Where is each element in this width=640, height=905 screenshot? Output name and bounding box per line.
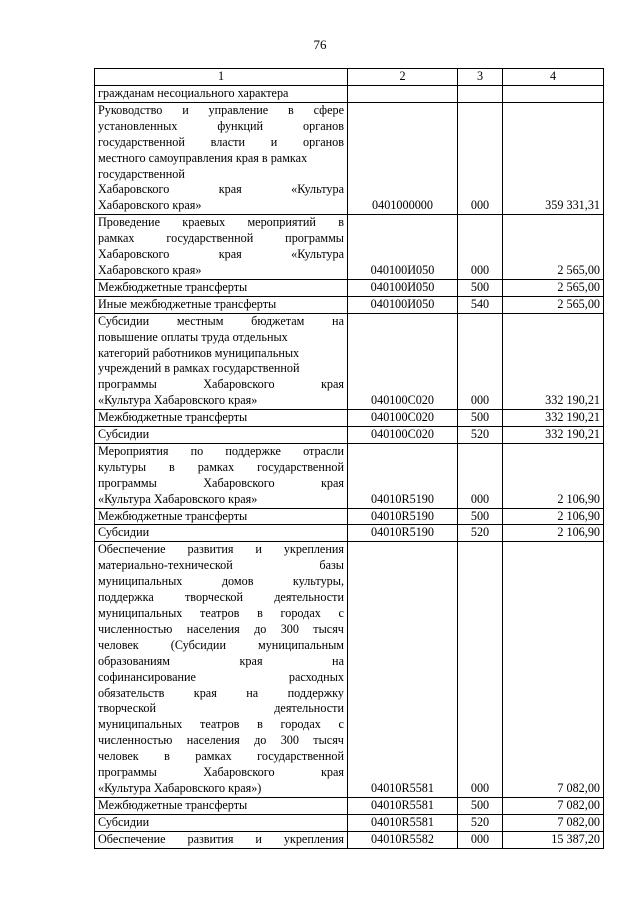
table-body bbox=[95, 86, 604, 849]
row-code: 0401000000 bbox=[348, 102, 458, 214]
row-expense-type: 500 bbox=[458, 797, 503, 814]
table-row bbox=[95, 102, 604, 214]
table-row bbox=[95, 508, 604, 525]
row-expense-type: 000 bbox=[458, 542, 503, 798]
row-name: Мероприятия по поддержке отрасли культуры в рамках государственной программы Хабаровского края «Культура Хабаровского края» bbox=[95, 443, 348, 508]
table-row bbox=[95, 410, 604, 427]
row-amount: 2 106,90 bbox=[503, 443, 604, 508]
row-code: 04010R5581 bbox=[348, 814, 458, 831]
header-col-4: 4 bbox=[503, 69, 604, 86]
row-expense-type: 000 bbox=[458, 313, 503, 409]
header-row bbox=[95, 69, 604, 86]
row-name: Межбюджетные трансферты bbox=[95, 797, 348, 814]
row-code: 040100И050 bbox=[348, 296, 458, 313]
row-amount: 2 565,00 bbox=[503, 215, 604, 280]
table-row bbox=[95, 215, 604, 280]
row-amount: 2 565,00 bbox=[503, 279, 604, 296]
table-row bbox=[95, 427, 604, 444]
row-amount: 332 190,21 bbox=[503, 410, 604, 427]
row-name: Межбюджетные трансферты bbox=[95, 279, 348, 296]
row-expense-type: 520 bbox=[458, 814, 503, 831]
row-name: гражданам несоциального характера bbox=[95, 86, 348, 103]
table-row bbox=[95, 542, 604, 798]
row-amount: 2 565,00 bbox=[503, 296, 604, 313]
table-row bbox=[95, 313, 604, 409]
row-name: Субсидии местным бюджетам на повышение оплаты труда отдельных категорий работников муниципальных учреждений в рамках государственной программы Хабаровского края «Культура Хабаровского края» bbox=[95, 313, 348, 409]
row-code bbox=[348, 86, 458, 103]
row-code: 04010R5190 bbox=[348, 525, 458, 542]
row-code: 04010R5190 bbox=[348, 508, 458, 525]
row-amount: 15 387,20 bbox=[503, 831, 604, 848]
row-amount: 7 082,00 bbox=[503, 814, 604, 831]
table-row bbox=[95, 525, 604, 542]
row-name: Руководство и управление в сфере установленных функций органов государственной власти и органов местного самоуправления края в рамках государственной Хабаровского края «Культура Хабаровского края» bbox=[95, 102, 348, 214]
row-name: Межбюджетные трансферты bbox=[95, 508, 348, 525]
row-expense-type: 000 bbox=[458, 443, 503, 508]
row-amount: 332 190,21 bbox=[503, 427, 604, 444]
header-col-1: 1 bbox=[95, 69, 348, 86]
row-code: 040100С020 bbox=[348, 410, 458, 427]
row-name: Межбюджетные трансферты bbox=[95, 410, 348, 427]
row-amount bbox=[503, 86, 604, 103]
row-code: 040100С020 bbox=[348, 427, 458, 444]
page-number: 76 bbox=[313, 37, 327, 52]
row-code: 04010R5581 bbox=[348, 797, 458, 814]
row-expense-type bbox=[458, 86, 503, 103]
row-expense-type: 000 bbox=[458, 102, 503, 214]
table-row bbox=[95, 797, 604, 814]
header-col-2: 2 bbox=[348, 69, 458, 86]
row-amount: 2 106,90 bbox=[503, 508, 604, 525]
table-row bbox=[95, 831, 604, 848]
row-expense-type: 000 bbox=[458, 831, 503, 848]
row-name: Субсидии bbox=[95, 427, 348, 444]
row-code: 040100И050 bbox=[348, 279, 458, 296]
header-col-3: 3 bbox=[458, 69, 503, 86]
table-row bbox=[95, 443, 604, 508]
row-code: 040100С020 bbox=[348, 313, 458, 409]
row-amount: 332 190,21 bbox=[503, 313, 604, 409]
row-name: Субсидии bbox=[95, 525, 348, 542]
row-amount: 7 082,00 bbox=[503, 797, 604, 814]
table-row bbox=[95, 814, 604, 831]
row-name: Субсидии bbox=[95, 814, 348, 831]
row-name: Обеспечение развития и укрепления материально-технической базы муниципальных домов культуры, поддержка творческой деятельности муниципальных театров в городах с численностью населения до 300 тысяч человек (Субсидии муниципальным образованиям края на софинансирование расходных обязательств края на поддержку творческой деятельности муниципальных театров в городах с численностью населения до 300 тысяч человек в рамках государственной программы Хабаровского края «Культура Хабаровского края») bbox=[95, 542, 348, 798]
table-row bbox=[95, 279, 604, 296]
table-row bbox=[95, 86, 604, 103]
row-amount: 7 082,00 bbox=[503, 542, 604, 798]
row-expense-type: 520 bbox=[458, 427, 503, 444]
row-amount: 359 331,31 bbox=[503, 102, 604, 214]
row-expense-type: 500 bbox=[458, 508, 503, 525]
budget-table bbox=[94, 68, 604, 849]
row-expense-type: 000 bbox=[458, 215, 503, 280]
row-name: Проведение краевых мероприятий в рамках государственной программы Хабаровского края «Культура Хабаровского края» bbox=[95, 215, 348, 280]
row-code: 04010R5581 bbox=[348, 542, 458, 798]
row-code: 040100И050 bbox=[348, 215, 458, 280]
row-name: Обеспечение развития и укрепления bbox=[95, 831, 348, 848]
row-expense-type: 500 bbox=[458, 410, 503, 427]
row-expense-type: 540 bbox=[458, 296, 503, 313]
row-code: 04010R5190 bbox=[348, 443, 458, 508]
row-expense-type: 520 bbox=[458, 525, 503, 542]
table-row bbox=[95, 296, 604, 313]
row-name: Иные межбюджетные трансферты bbox=[95, 296, 348, 313]
row-code: 04010R5582 bbox=[348, 831, 458, 848]
row-expense-type: 500 bbox=[458, 279, 503, 296]
row-amount: 2 106,90 bbox=[503, 525, 604, 542]
